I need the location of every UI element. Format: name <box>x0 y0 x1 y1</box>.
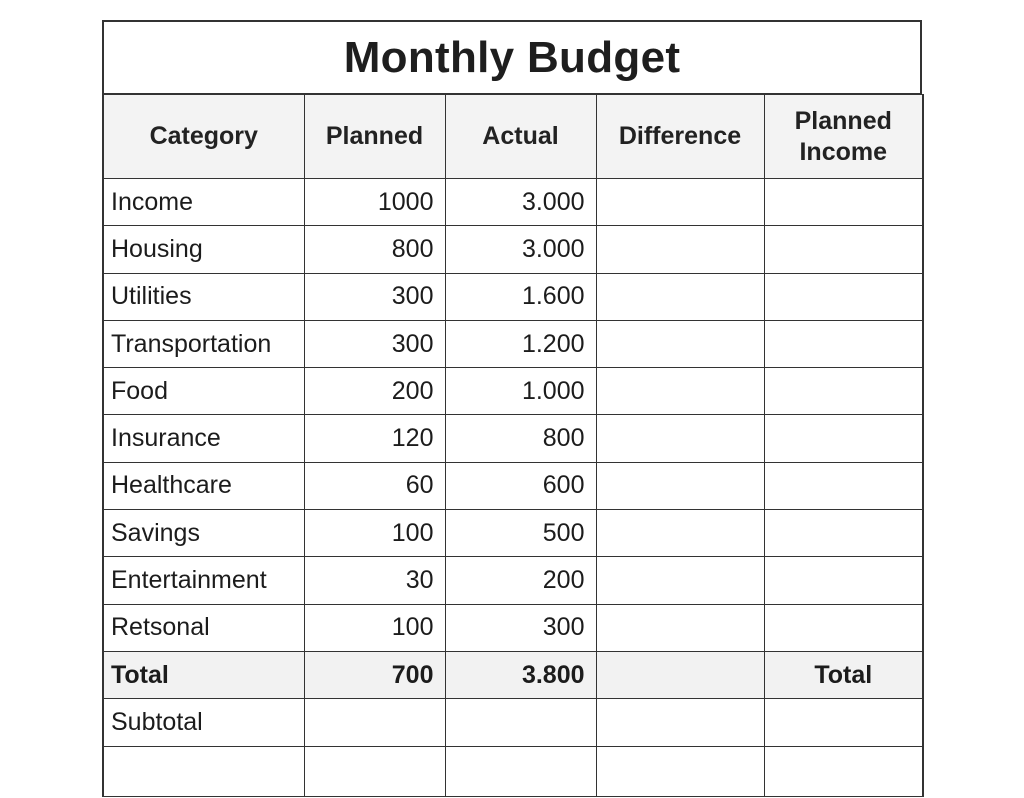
planned-cell[interactable]: 60 <box>304 462 445 509</box>
total-row <box>103 651 923 698</box>
subtotal-label[interactable]: Subtotal <box>103 699 304 746</box>
actual-cell[interactable]: 3.000 <box>445 226 596 273</box>
actual-cell[interactable]: 500 <box>445 510 596 557</box>
table-row <box>103 510 923 557</box>
table-row <box>103 557 923 604</box>
actual-cell[interactable]: 1.200 <box>445 320 596 367</box>
difference-cell[interactable] <box>596 368 764 415</box>
total-planned[interactable]: 700 <box>304 651 445 698</box>
category-cell[interactable]: Entertainment <box>103 557 304 604</box>
difference-cell[interactable] <box>596 273 764 320</box>
planned-cell[interactable]: 300 <box>304 320 445 367</box>
blank-row <box>103 746 923 796</box>
planned-income-cell[interactable] <box>764 179 923 226</box>
subtotal-actual[interactable] <box>445 699 596 746</box>
planned-cell[interactable]: 200 <box>304 368 445 415</box>
table-row <box>103 462 923 509</box>
planned-cell[interactable]: 800 <box>304 226 445 273</box>
category-cell[interactable]: Utilities <box>103 273 304 320</box>
actual-cell[interactable]: 300 <box>445 604 596 651</box>
subtotal-difference[interactable] <box>596 699 764 746</box>
header-actual: Actual <box>445 95 596 179</box>
page-title: Monthly Budget <box>343 32 681 82</box>
table-row <box>103 179 923 226</box>
planned-income-cell[interactable] <box>764 415 923 462</box>
title-bar <box>102 20 922 94</box>
category-cell[interactable]: Income <box>103 179 304 226</box>
blank-category-cell[interactable] <box>103 746 304 796</box>
planned-income-cell[interactable] <box>764 368 923 415</box>
header-planned-income <box>764 95 923 179</box>
total-actual[interactable]: 3.800 <box>445 651 596 698</box>
actual-cell[interactable]: 3.000 <box>445 179 596 226</box>
planned-income-cell[interactable] <box>764 226 923 273</box>
planned-cell[interactable]: 1000 <box>304 179 445 226</box>
total-label[interactable]: Total <box>103 651 304 698</box>
header-planned-income-line1: Planned <box>794 106 892 135</box>
planned-income-cell[interactable] <box>764 604 923 651</box>
difference-cell[interactable] <box>596 510 764 557</box>
total-planned-income[interactable]: Total <box>764 651 923 698</box>
budget-table <box>102 94 924 797</box>
planned-income-cell[interactable] <box>764 462 923 509</box>
header-row <box>103 95 923 179</box>
table-row <box>103 226 923 273</box>
difference-cell[interactable] <box>596 604 764 651</box>
table-row <box>103 368 923 415</box>
blank-difference-cell[interactable] <box>596 746 764 796</box>
planned-cell[interactable]: 300 <box>304 273 445 320</box>
header-category: Category <box>103 95 304 179</box>
blank-planned-income-cell[interactable] <box>764 746 923 796</box>
category-cell[interactable]: Housing <box>103 226 304 273</box>
planned-cell[interactable]: 30 <box>304 557 445 604</box>
category-cell[interactable]: Healthcare <box>103 462 304 509</box>
table-row <box>103 320 923 367</box>
difference-cell[interactable] <box>596 179 764 226</box>
difference-cell[interactable] <box>596 415 764 462</box>
header-planned-income-line2: Income <box>799 137 888 166</box>
header-difference: Difference <box>596 95 764 179</box>
category-cell[interactable]: Insurance <box>103 415 304 462</box>
planned-income-cell[interactable] <box>764 320 923 367</box>
total-difference[interactable] <box>596 651 764 698</box>
category-cell[interactable]: Transportation <box>103 320 304 367</box>
planned-income-cell[interactable] <box>764 557 923 604</box>
category-cell[interactable]: Retsonal <box>103 604 304 651</box>
actual-cell[interactable]: 1.000 <box>445 368 596 415</box>
planned-cell[interactable]: 120 <box>304 415 445 462</box>
difference-cell[interactable] <box>596 226 764 273</box>
table-row <box>103 604 923 651</box>
blank-planned-cell[interactable] <box>304 746 445 796</box>
planned-income-cell[interactable] <box>764 273 923 320</box>
category-cell[interactable]: Food <box>103 368 304 415</box>
budget-sheet <box>102 20 922 797</box>
table-row <box>103 273 923 320</box>
subtotal-planned-income[interactable] <box>764 699 923 746</box>
planned-cell[interactable]: 100 <box>304 510 445 557</box>
actual-cell[interactable]: 1.600 <box>445 273 596 320</box>
subtotal-planned[interactable] <box>304 699 445 746</box>
planned-income-cell[interactable] <box>764 510 923 557</box>
subtotal-row <box>103 699 923 746</box>
actual-cell[interactable]: 600 <box>445 462 596 509</box>
difference-cell[interactable] <box>596 320 764 367</box>
table-row <box>103 415 923 462</box>
header-planned: Planned <box>304 95 445 179</box>
blank-actual-cell[interactable] <box>445 746 596 796</box>
actual-cell[interactable]: 800 <box>445 415 596 462</box>
difference-cell[interactable] <box>596 462 764 509</box>
category-cell[interactable]: Savings <box>103 510 304 557</box>
difference-cell[interactable] <box>596 557 764 604</box>
planned-cell[interactable]: 100 <box>304 604 445 651</box>
actual-cell[interactable]: 200 <box>445 557 596 604</box>
